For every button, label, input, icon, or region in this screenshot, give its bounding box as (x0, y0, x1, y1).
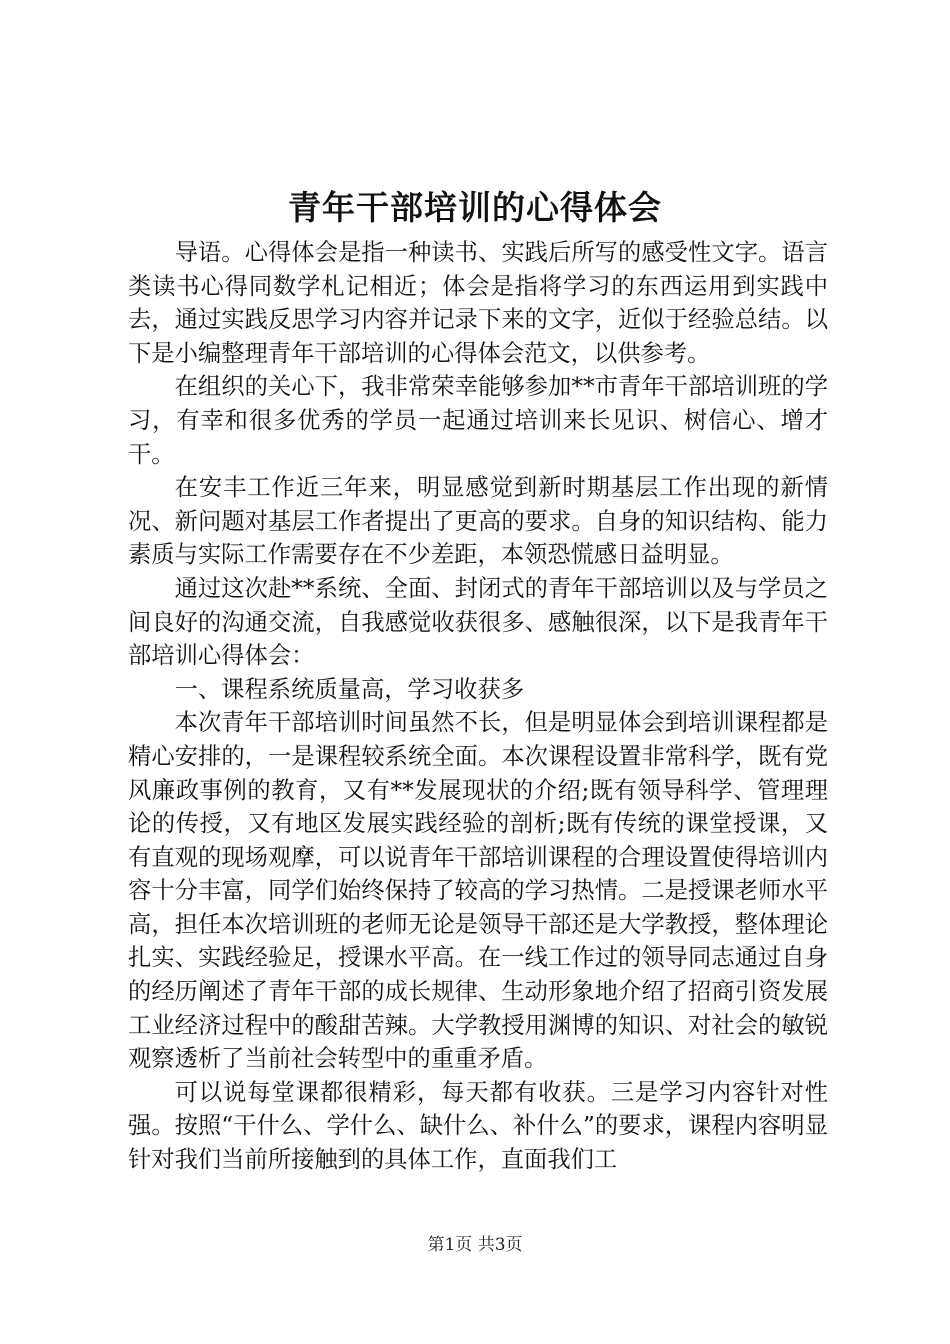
section-heading: 一、课程系统质量高，学习收获多 (174, 675, 525, 703)
paragraph: 本次青年干部培训时间虽然不长，但是明显体会到培训课程都是精心安排的，一是课程较系统全面。本次课程设置非常科学，既有党风廉政事例的教育，又有**发展现状的介绍;既有领导科学、管理理论的传授，又有地区发展实践经验的剖析;既有传统的课堂授课，又有直观的现场观摩，可以说青年干部培训课程的合理设置使得培训内容十分丰富，同学们始终保持了较高的学习热情。二是授课老师水平高，担任本次培训班的老师无论是领导干部还是大学教授，整体理论扎实、实践经验足，授课水平高。在一线工作过的领导同志通过自身的经历阐述了青年干部的成长规律、生动形象地介绍了招商引资发展工业经济过程中的酸甜苦辣。大学教授用渊博的知识、对社会的敏锐观察透析了当前社会转型中的重重矛盾。 (128, 709, 828, 1073)
paragraph: 可以说每堂课都很精彩，每天都有收获。三是学习内容针对性强。按照“干什么、学什么、缺什么、补什么”的要求，课程内容明显针对我们当前所接触到的具体工作，直面我们工 (128, 1078, 828, 1174)
paragraph: 在组织的关心下，我非常荣幸能够参加**市青年干部培训班的学习，有幸和很多优秀的学员一起通过培训来长见识、树信心、增才干。 (128, 373, 828, 468)
paragraph-intro: 导语。心得体会是指一种读书、实践后所写的感受性文字。语言类读书心得同数学札记相近；体会是指将学习的东西运用到实践中去，通过实践反思学习内容并记录下来的文字，近似于经验总结。以下是小编整理青年干部培训的心得体会范文，以供参考。 (128, 239, 828, 367)
paragraph: 在安丰工作近三年来，明显感觉到新时期基层工作出现的新情况、新问题对基层工作者提出了更高的要求。自身的知识结构、能力素质与实际工作需要存在不少差距，本领恐慌感日益明显。 (128, 474, 828, 569)
document-title: 青年干部培训的心得体会 (288, 188, 662, 227)
document-body (128, 236, 828, 1177)
page-number-footer: 第1页 共3页 (427, 1235, 523, 1255)
paragraph: 通过这次赴**系统、全面、封闭式的青年干部培训以及与学员之间良好的沟通交流，自我感觉收获很多、感触很深，以下是我青年干部培训心得体会： (128, 574, 828, 670)
